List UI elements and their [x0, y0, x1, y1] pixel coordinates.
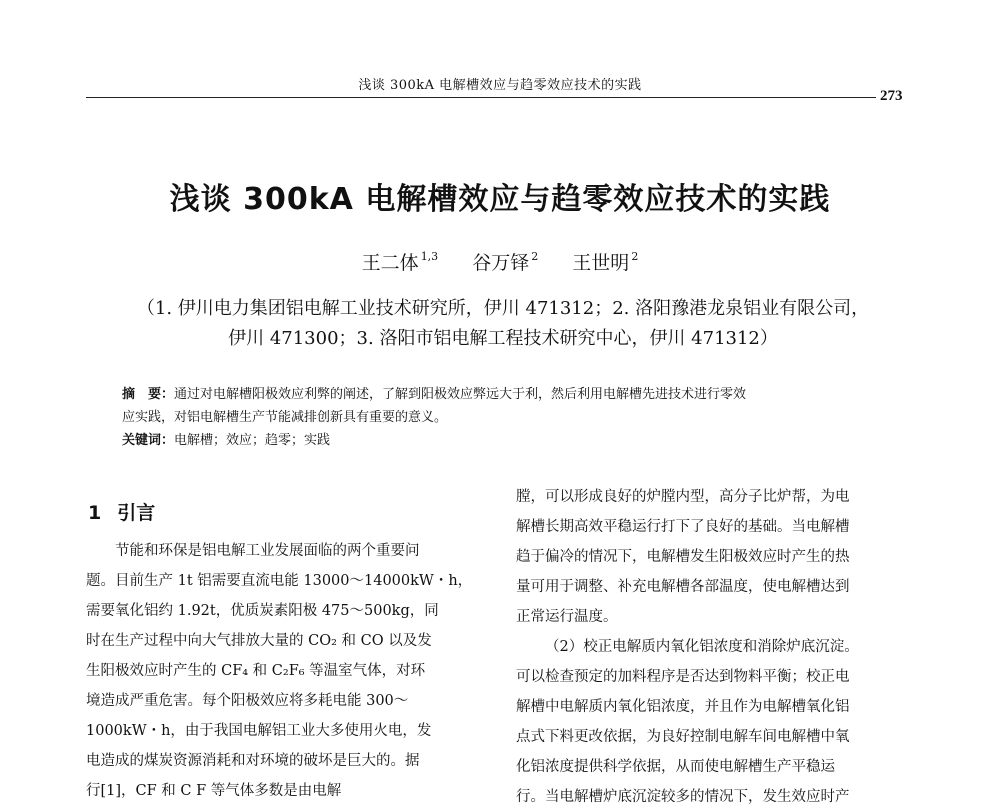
author-affiliation-mark: 2: [631, 250, 639, 263]
author-affiliation-mark: 2: [531, 250, 539, 263]
author: [472, 248, 538, 275]
keywords-label: 关键词：: [122, 433, 175, 448]
author-name: 谷万铎: [472, 252, 530, 274]
section-heading: [88, 498, 486, 528]
author: [572, 248, 638, 275]
body-line: 正常运行温度。: [516, 609, 618, 625]
body-line: 行[1]，CF 和 C F 等气体多数是由电解: [86, 783, 342, 799]
abstract-line: 应实践，对铝电解槽生产节能减排创新具有重要的意义。: [122, 410, 448, 425]
body-line: 解槽中电解质内氧化铝浓度，并且作为电解槽氧化铝: [516, 699, 850, 715]
abstract-line: [122, 383, 892, 406]
body-line: 膛，可以形成良好的炉膛内型，高分子比炉帮，为电: [516, 489, 850, 505]
author: [362, 248, 439, 275]
page-number: 273: [880, 88, 903, 104]
affiliation-line: （1. 伊川电力集团铝电解工业技术研究所，伊川 471312；2. 洛阳豫港龙泉铝业有限公司，: [136, 298, 870, 319]
author-list: [0, 248, 1000, 275]
body-line: 生阳极效应时产生的 CF₄ 和 C₂F₆ 等温室气体，对环: [86, 663, 426, 679]
section-number: 1: [88, 502, 102, 524]
body-line: 题。目前生产 1t 铝需要直流电能 13000～14000kW・h，: [86, 573, 473, 589]
body-line: 1000kW・h，由于我国电解铝工业大多使用火电，发: [86, 723, 432, 739]
section-title: 引言: [117, 502, 156, 524]
body-line: 需要氧化铝约 1.92t，优质炭素阳极 475～500kg，同: [86, 603, 439, 619]
affiliation-line: 伊川 471300；3. 洛阳市铝电解工程技术研究中心，伊川 471312）: [228, 328, 778, 349]
body-line: 境造成严重危害。每个阳极效应将多耗电能 300～: [86, 693, 409, 709]
abstract-label: 摘 要：: [122, 387, 175, 402]
body-line: 量可用于调整、补充电解槽各部温度，使电解槽达到: [516, 579, 850, 595]
body-line: 趋于偏冷的情况下，电解槽发生阳极效应时产生的热: [516, 549, 850, 565]
affiliations: [98, 294, 908, 354]
body-line: 电造成的煤炭资源消耗和对环境的破坏是巨大的。据: [86, 753, 420, 769]
right-column: [516, 482, 916, 812]
keywords-text: 电解槽；效应；趋零；实践: [174, 433, 331, 448]
running-head: 浅谈 300kA 电解槽效应与趋零效应技术的实践: [358, 78, 642, 93]
keywords-line: [122, 429, 892, 452]
abstract-block: [122, 383, 892, 452]
author-name: 王二体: [361, 252, 419, 274]
author-name: 王世明: [572, 252, 630, 274]
abstract-text: 通过对电解槽阳极效应利弊的阐述，了解到阳极效应弊远大于利，然后利用电解槽先进技术进行零效: [174, 387, 747, 402]
body-line: 解槽长期高效平稳运行打下了良好的基础。当电解槽: [516, 519, 850, 535]
body-line: 节能和环保是铝电解工业发展面临的两个重要问: [115, 543, 420, 559]
body-line: 行。当电解槽炉底沉淀较多的情况下，发生效应时产: [516, 789, 850, 805]
body-line: （2）校正电解质内氧化铝浓度和消除炉底沉淀。: [545, 639, 859, 655]
body-line: 时在生产过程中向大气排放大量的 CO₂ 和 CO 以及发: [86, 633, 432, 649]
author-affiliation-mark: 1,3: [420, 250, 439, 263]
paper-title: 浅谈 300kA 电解槽效应与趋零效应技术的实践: [169, 182, 831, 217]
body-line: 点式下料更改依据，为良好控制电解车间电解槽中氧: [516, 729, 850, 745]
header-rule: [86, 97, 876, 98]
left-column: [86, 484, 486, 806]
body-line: 可以检查预定的加料程序是否达到物料平衡；校正电: [516, 669, 850, 685]
body-line: 化铝浓度提供科学依据，从而使电解槽生产平稳运: [516, 759, 835, 775]
